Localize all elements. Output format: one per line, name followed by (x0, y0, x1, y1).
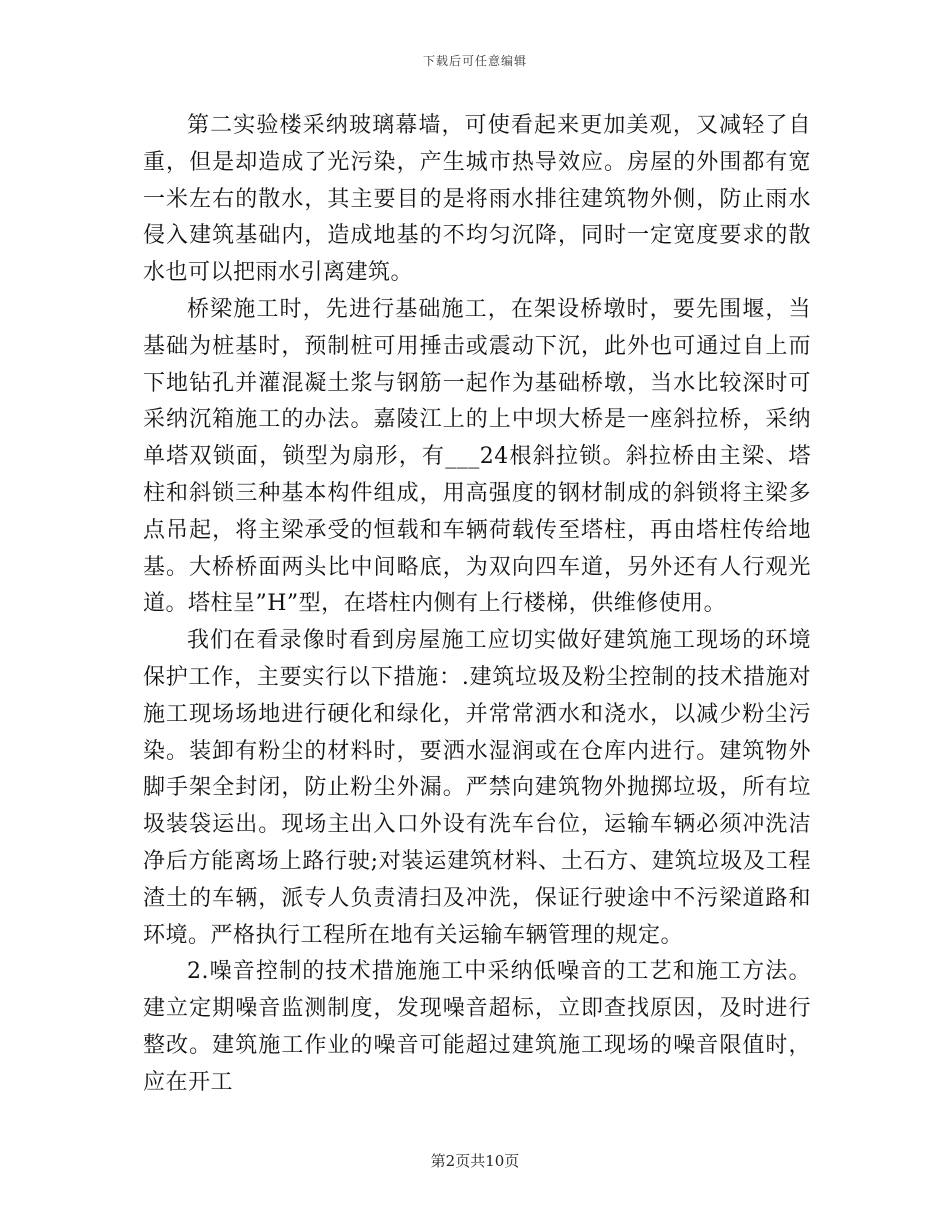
paragraph-glass-curtain-wall: 第二实验楼采纳玻璃幕墙，可使看起来更加美观，又减轻了自重，但是却造成了光污染，产生城市热导效应。房屋的外围都有宽一米左右的散水，其主要目的是将雨水排往建筑物外侧，防止雨水侵入建筑基础内，造成地基的不均匀沉降，同时一定宽度要求的散水也可以把雨水引离建筑。 (143, 113, 811, 286)
paragraph-bridge-construction: 桥梁施工时，先进行基础施工，在架设桥墩时，要先围堰，当基础为桩基时，预制桩可用捶击或震动下沉，此外也可通过自上而下地钻孔并灌混凝土浆与钢筋一起作为基础桥墩，当水比较深时可采纳沉箱施工的办法。嘉陵江上的上中坝大桥是一座斜拉桥，采纳单塔双锁面，锁型为扇形，有___24根斜拉锁。斜拉桥由主梁、塔柱和斜锁三种基本构件组成，用高强度的钢材制成的斜锁将主梁多点吊起，将主梁承受的恒载和车辆荷载传至塔柱，再由塔柱传给地基。大桥桥面两头比中间略底，为双向四车道，另外还有人行观光道。塔柱呈”H”型，在塔柱内侧有上行楼梯，供维修使用。 (143, 296, 811, 617)
page-header-note: 下载后可任意编辑 (422, 54, 527, 68)
page-number-footer: 第2页共10页 (430, 1152, 520, 1170)
document-body (143, 108, 811, 1102)
paragraph-noise-control: 2.噪音控制的技术措施施工中采纳低噪音的工艺和施工方法。建立定期噪音监测制度，发现噪音超标，立即查找原因，及时进行整改。建筑施工作业的噪音可能超过建筑施工现场的噪音限值时，应在开工 (143, 959, 811, 1095)
paragraph-environmental-protection: 我们在看录像时看到房屋施工应切实做好建筑施工现场的环境保护工作，主要实行以下措施：.建筑垃圾及粉尘控制的技术措施对施工现场场地进行硬化和绿化，并常常洒水和浇水，以减少粉尘污染。装卸有粉尘的材料时，要洒水湿润或在仓库内进行。建筑物外脚手架全封闭，防止粉尘外漏。严禁向建筑物外抛掷垃圾，所有垃圾装袋运出。现场主出入口外设有洗车台位，运输车辆必须冲洗洁净后方能离场上路行驶;对装运建筑材料、土石方、建筑垃圾及工程渣土的车辆，派专人负责清扫及冲洗，保证行驶途中不污梁道路和环境。严格执行工程所在地有关运输车辆管理的规定。 (143, 628, 811, 948)
